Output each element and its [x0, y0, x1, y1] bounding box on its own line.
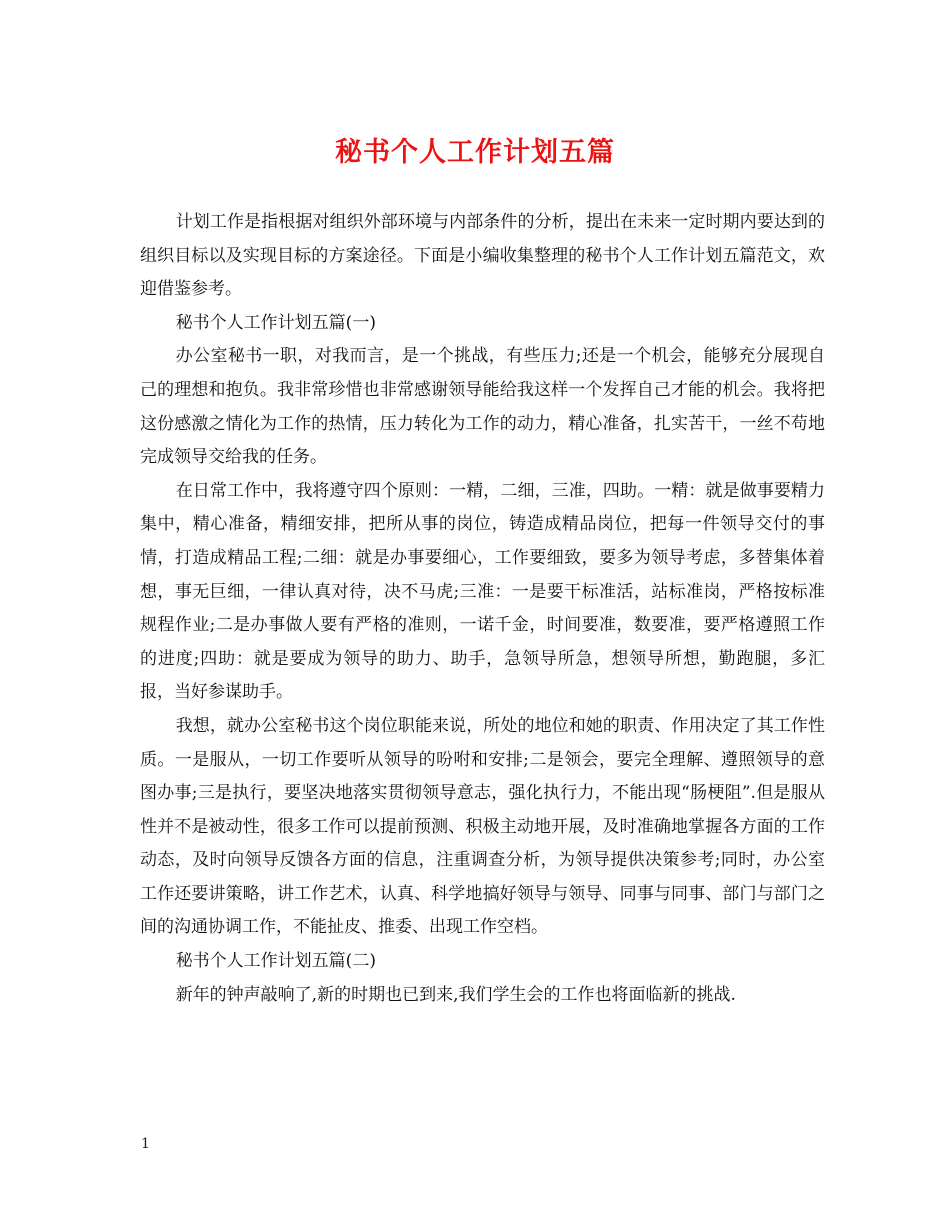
document-title: 秘书个人工作计划五篇: [335, 137, 615, 168]
page-number: 1: [141, 1136, 150, 1152]
paragraph: 我想，就办公室秘书这个岗位职能来说，所处的地位和她的职责、作用决定了其工作性质。一是服从，一切工作要听从领导的吩咐和安排;二是领会，要完全理解、遵照领导的意图办事;三是执行，要坚决地落实贯彻领导意志，强化执行力，不能出现“肠梗阻”.但是服从性并不是被动性，很多工作可以提前预测、积极主动地开展，及时准确地掌握各方面的工作动态，及时向领导反馈各方面的信息，注重调查分析，为领导提供决策参考;同时，办公室工作还要讲策略，讲工作艺术，认真、科学地搞好领导与领导、同事与同事、部门与部门之间的沟通协调工作，不能扯皮、推委、出现工作空档。: [140, 715, 825, 938]
section-heading-1: 秘书个人工作计划五篇(一): [175, 312, 376, 333]
document-body: [140, 206, 825, 1012]
section-heading-2: 秘书个人工作计划五篇(二): [175, 951, 376, 972]
paragraph-intro: 计划工作是指根据对组织外部环境与内部条件的分析，提出在未来一定时期内要达到的组织目标以及实现目标的方案途径。下面是小编收集整理的秘书个人工作计划五篇范文，欢迎借鉴参考。: [140, 212, 825, 300]
paragraph: 在日常工作中，我将遵守四个原则：一精，二细，三准，四助。一精：就是做事要精力集中，精心准备，精细安排，把所从事的岗位，铸造成精品岗位，把每一件领导交付的事情，打造成精品工程;二细：就是办事要细心，工作要细致，要多为领导考虑，多替集体着想，事无巨细，一律认真对待，决不马虎;三准：一是要干标准活，站标准岗，严格按标准规程作业;二是办事做人要有严格的准则，一诺千金，时间要准，数要准，要严格遵照工作的进度;四助：就是要成为领导的助力、助手，急领导所急，想领导所想，勤跑腿，多汇报，当好参谋助手。: [140, 480, 825, 703]
paragraph: 办公室秘书一职，对我而言，是一个挑战，有些压力;还是一个机会，能够充分展现自己的理想和抱负。我非常珍惜也非常感谢领导能给我这样一个发挥自己才能的机会。我将把这份感激之情化为工作的热情，压力转化为工作的动力，精心准备，扎实苦干，一丝不苟地完成领导交给我的任务。: [140, 346, 825, 468]
paragraph: 新年的钟声敲响了,新的时期也已到来,我们学生会的工作也将面临新的挑战.: [175, 984, 736, 1005]
